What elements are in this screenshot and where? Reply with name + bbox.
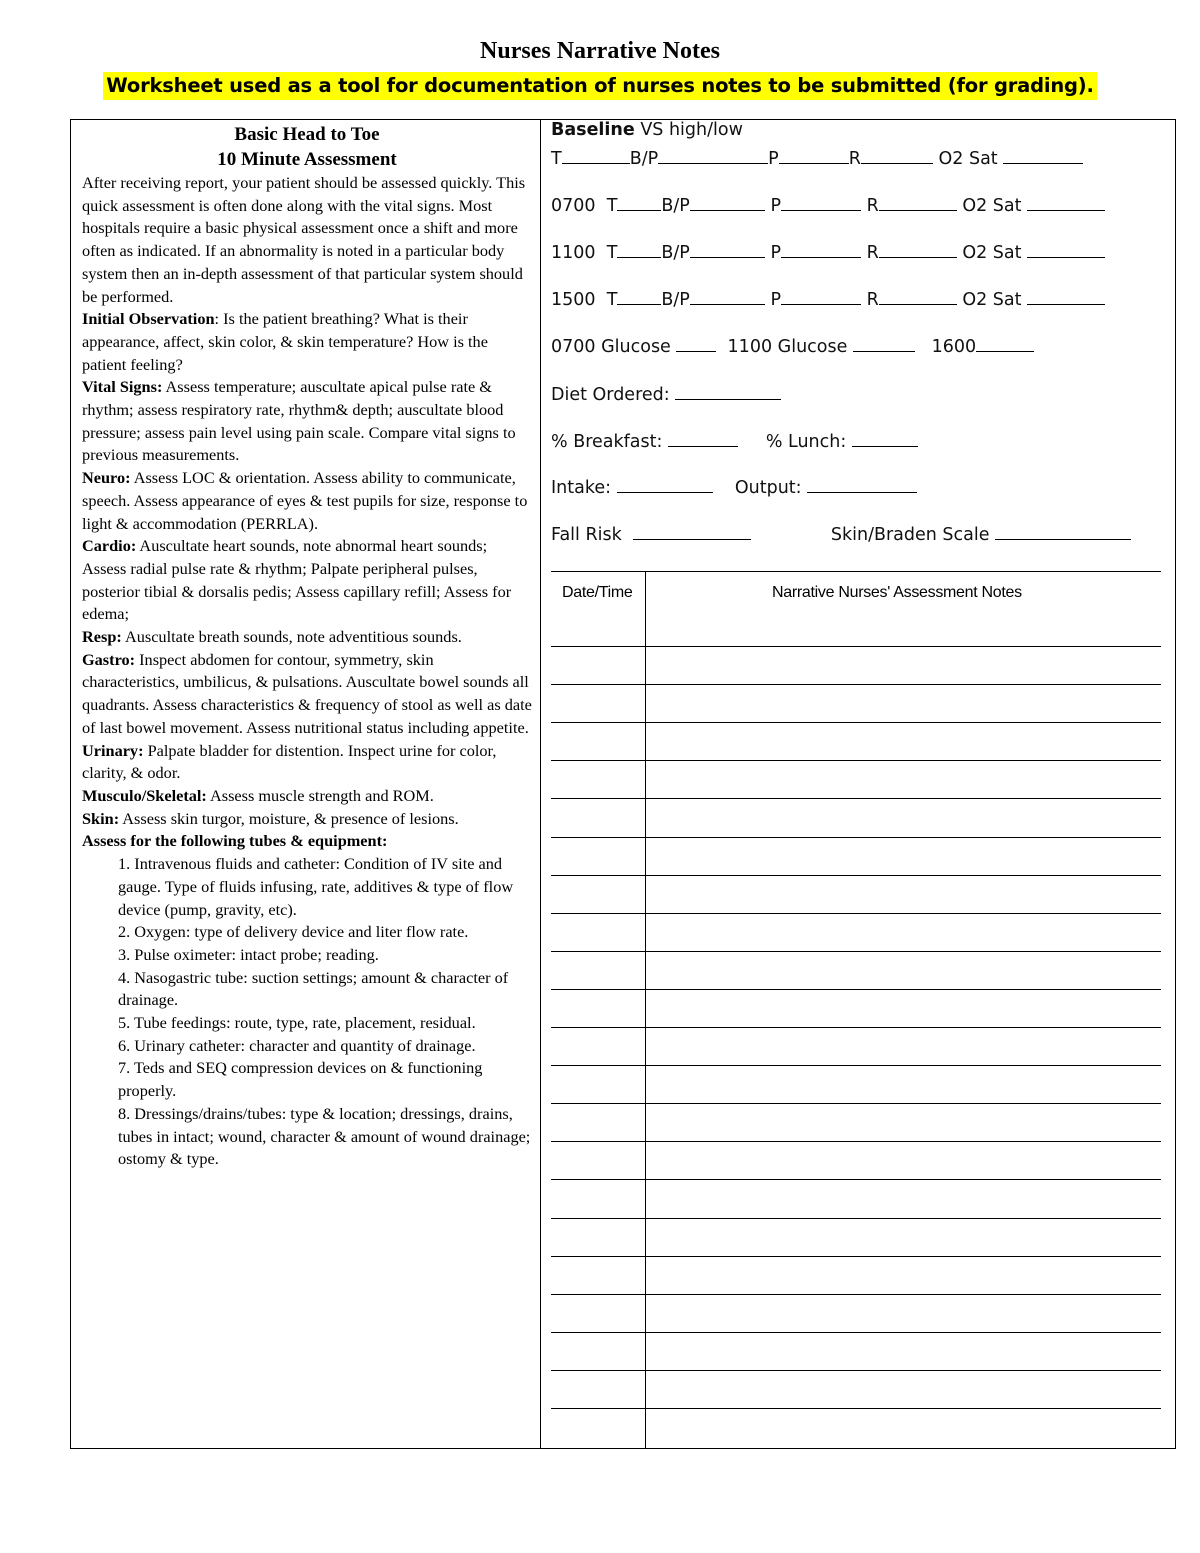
- vitals-row-0700: 0700 T B/P P R O2 Sat: [551, 192, 1105, 216]
- assessment-section: Skin: Assess skin turgor, moisture, & presence of lesions.: [82, 808, 459, 828]
- io-row: Intake: Output:: [551, 474, 917, 498]
- lunch-field[interactable]: [852, 428, 918, 447]
- temp-1500-field[interactable]: [617, 286, 661, 305]
- equipment-item: 6. Urinary catheter: character and quantity of drainage.: [118, 1035, 476, 1055]
- notes-row-line[interactable]: [551, 722, 1161, 723]
- assessment-section: Initial Observation: Is the patient breathing? What is their appearance, affect, skin color, & skin temperature? How is the patient feeling?: [82, 309, 488, 374]
- equipment-item: 2. Oxygen: type of delivery device and liter flow rate.: [118, 922, 469, 942]
- assessment-section: Neuro: Assess LOC & orientation. Assess ability to communicate, speech. Assess appearance of eyes & test pupils for size, response to light & accommodation (PERRLA).: [82, 468, 528, 533]
- date-time-header: Date/Time: [562, 584, 633, 601]
- notes-table-column-divider: [645, 572, 646, 1449]
- equipment-item: 4. Nasogastric tube: suction settings; amount & character of drainage.: [118, 967, 509, 1010]
- o2-1500-field[interactable]: [1027, 286, 1105, 305]
- equipment-item: 8. Dressings/drains/tubes: type & location; dressings, drains, tubes in intact; wound, character & amount of wound drainage; ostomy & type.: [118, 1103, 531, 1169]
- baseline-label: Baseline VS high/low: [551, 120, 743, 140]
- equipment-heading: Assess for the following tubes & equipment:: [82, 831, 388, 851]
- assessment-heading-1: Basic Head to Toe: [234, 124, 380, 145]
- notes-row-line[interactable]: [551, 1179, 1161, 1180]
- page-subtitle: Worksheet used as a tool for documentation of nurses notes to be submitted (for grading).: [103, 72, 1096, 100]
- braden-scale-field[interactable]: [995, 521, 1131, 540]
- o2-0700-field[interactable]: [1027, 192, 1105, 211]
- notes-row-line[interactable]: [551, 1370, 1161, 1371]
- notes-row-line[interactable]: [551, 913, 1161, 914]
- notes-row-line[interactable]: [551, 1294, 1161, 1295]
- pulse-1500-field[interactable]: [781, 286, 861, 305]
- pulse-1100-field[interactable]: [781, 239, 861, 258]
- intake-field[interactable]: [617, 474, 713, 493]
- notes-row-line[interactable]: [551, 646, 1161, 647]
- notes-row-line[interactable]: [551, 1218, 1161, 1219]
- pulse-0700-field[interactable]: [781, 192, 861, 211]
- notes-row-line[interactable]: [551, 875, 1161, 876]
- notes-row-line[interactable]: [551, 684, 1161, 685]
- notes-table-top-border: [551, 571, 1161, 572]
- equipment-item: 7. Teds and SEQ compression devices on & functioning properly.: [118, 1058, 483, 1101]
- temp-1100-field[interactable]: [617, 239, 661, 258]
- narrative-notes-header: Narrative Nurses' Assessment Notes: [772, 584, 1022, 601]
- glucose-1600-field[interactable]: [976, 333, 1034, 352]
- notes-row-line[interactable]: [551, 1256, 1161, 1257]
- resp-1100-field[interactable]: [879, 239, 957, 258]
- baseline-temp-field[interactable]: [562, 145, 630, 164]
- assessment-section: Vital Signs: Assess temperature; auscultate apical pulse rate & rhythm; assess respiratory rate, rhythm& depth; auscultate blood pressure; assess pain level using pain scale. Compare vital signs to previous measurements.: [82, 377, 516, 465]
- notes-row-line[interactable]: [551, 1332, 1161, 1333]
- notes-row-line[interactable]: [551, 760, 1161, 761]
- notes-row-line[interactable]: [551, 1408, 1161, 1409]
- notes-row-line[interactable]: [551, 989, 1161, 990]
- assessment-sections: [82, 308, 532, 830]
- vitals-row-1500: 1500 T B/P P R O2 Sat: [551, 286, 1105, 310]
- glucose-0700-field[interactable]: [676, 333, 716, 352]
- baseline-o2-field[interactable]: [1003, 145, 1083, 164]
- equipment-item: 5. Tube feedings: route, type, rate, placement, residual.: [118, 1013, 476, 1033]
- notes-row-line[interactable]: [551, 1027, 1161, 1028]
- baseline-bp-field[interactable]: [658, 145, 768, 164]
- assessment-section: Urinary: Palpate bladder for distention. Inspect urine for color, clarity, & odor.: [82, 740, 497, 783]
- notes-row-line[interactable]: [551, 1103, 1161, 1104]
- subtitle-wrap: [0, 72, 1200, 100]
- meals-row: % Breakfast: % Lunch:: [551, 428, 918, 452]
- temp-0700-field[interactable]: [617, 192, 661, 211]
- bp-1500-field[interactable]: [690, 286, 765, 305]
- notes-row-line[interactable]: [551, 798, 1161, 799]
- notes-row-line[interactable]: [551, 837, 1161, 838]
- assessment-guide: [82, 122, 532, 1171]
- assessment-section: Resp: Auscultate breath sounds, note adventitious sounds.: [82, 627, 462, 647]
- assessment-heading-2: 10 Minute Assessment: [217, 149, 397, 170]
- column-divider: [540, 119, 541, 1449]
- equipment-item: 3. Pulse oximeter: intact probe; reading.: [118, 944, 379, 964]
- resp-0700-field[interactable]: [879, 192, 957, 211]
- output-field[interactable]: [807, 474, 917, 493]
- diet-ordered-field[interactable]: [675, 381, 781, 400]
- breakfast-field[interactable]: [668, 428, 738, 447]
- vitals-row-1100: 1100 T B/P P R O2 Sat: [551, 239, 1105, 263]
- diet-row: Diet Ordered:: [551, 381, 781, 405]
- glucose-1100-field[interactable]: [853, 333, 915, 352]
- baseline-resp-field[interactable]: [861, 145, 933, 164]
- fall-risk-field[interactable]: [633, 521, 751, 540]
- assessment-section: Cardio: Auscultate heart sounds, note abnormal heart sounds; Assess radial pulse rate & rhythm; Palpate peripheral pulses, posterior tibial & dorsalis pedis; Assess capillary refill; Assess for edema;: [82, 536, 512, 624]
- assessment-section: Musculo/Skeletal: Assess muscle strength and ROM.: [82, 785, 434, 805]
- equipment-item: 1. Intravenous fluids and catheter: Condition of IV site and gauge. Type of fluids infusing, rate, additives & type of flow device (pump, gravity, etc).: [118, 854, 514, 919]
- resp-1500-field[interactable]: [879, 286, 957, 305]
- baseline-vitals-row: T B/P P R O2 Sat: [551, 145, 1083, 169]
- risk-row: Fall Risk Skin/Braden Scale: [551, 521, 1131, 545]
- assessment-section: Gastro: Inspect abdomen for contour, symmetry, skin characteristics, umbilicus, & pulsations. Auscultate bowel sounds all quadrants. Assess characteristics & frequency of stool as well as date of last bowel movement. Assess nutritional status including appetite.: [82, 649, 532, 737]
- notes-row-line[interactable]: [551, 951, 1161, 952]
- glucose-row: 0700 Glucose 1100 Glucose 1600: [551, 333, 1034, 357]
- assessment-intro: After receiving report, your patient should be assessed quickly. This quick assessment is often done along with the vital signs. Most hospitals require a basic physical assessment once a shift and more often as indicated. If an abnormality is noted in a particular body system then an in-depth assessment of that particular system should be performed.: [82, 173, 526, 306]
- o2-1100-field[interactable]: [1027, 239, 1105, 258]
- bp-1100-field[interactable]: [690, 239, 765, 258]
- notes-row-line[interactable]: [551, 1141, 1161, 1142]
- notes-row-line[interactable]: [551, 1065, 1161, 1066]
- page-title: Nurses Narrative Notes: [480, 38, 720, 64]
- bp-0700-field[interactable]: [690, 192, 765, 211]
- baseline-pulse-field[interactable]: [779, 145, 849, 164]
- equipment-list: [82, 853, 532, 1171]
